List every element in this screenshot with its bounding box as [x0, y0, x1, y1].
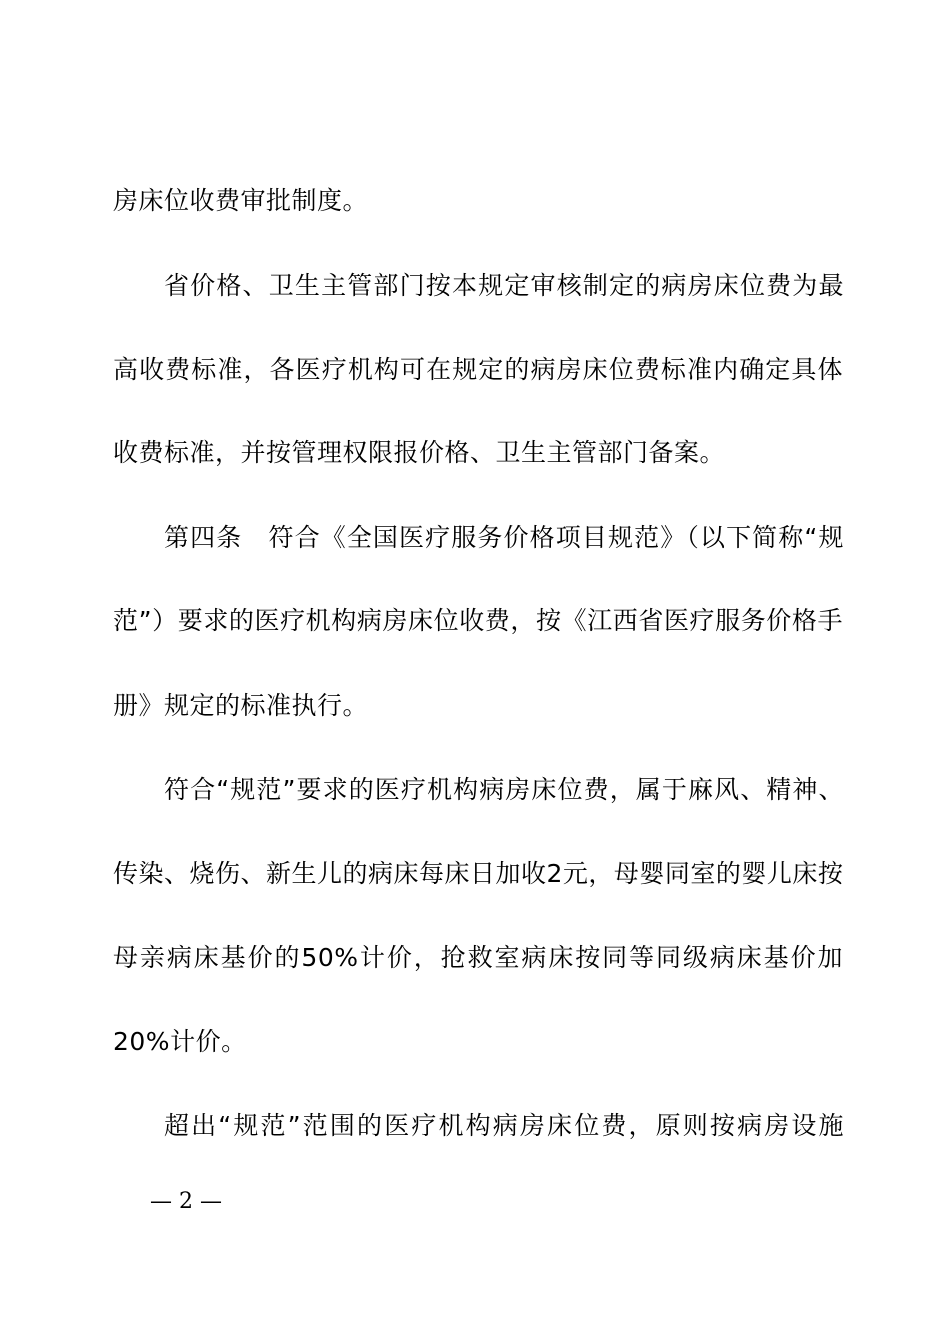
- text-line-11: 20%计价。: [113, 1027, 247, 1056]
- text-line-3: 高收费标准，各医疗机构可在规定的病房床位费标准内确定具体: [113, 355, 843, 384]
- text-line-4: 收费标准，并按管理权限报价格、卫生主管部门备案。: [113, 438, 726, 467]
- text-line-12: 超出“规范”范围的医疗机构病房床位费，原则按病房设施: [164, 1111, 844, 1140]
- text-line-5: 第四条 符合《全国医疗服务价格项目规范》（以下简称“规: [164, 523, 844, 552]
- text-line-9: 传染、烧伤、新生儿的病床每床日加收2元，母婴同室的婴儿床按: [113, 859, 844, 888]
- text-line-8: 符合“规范”要求的医疗机构病房床位费，属于麻风、精神、: [164, 775, 844, 804]
- page-number: — 2 —: [150, 1189, 222, 1214]
- text-line-2: 省价格、卫生主管部门按本规定审核制定的病房床位费为最: [164, 271, 844, 300]
- text-line-10: 母亲病床基价的50%计价，抢救室病床按同等同级病床基价加: [113, 943, 843, 972]
- text-line-1: 房床位收费审批制度。: [113, 186, 369, 215]
- text-line-6: 范”）要求的医疗机构病房床位收费，按《江西省医疗服务价格手: [113, 606, 843, 635]
- text-line-7: 册》规定的标准执行。: [113, 691, 369, 720]
